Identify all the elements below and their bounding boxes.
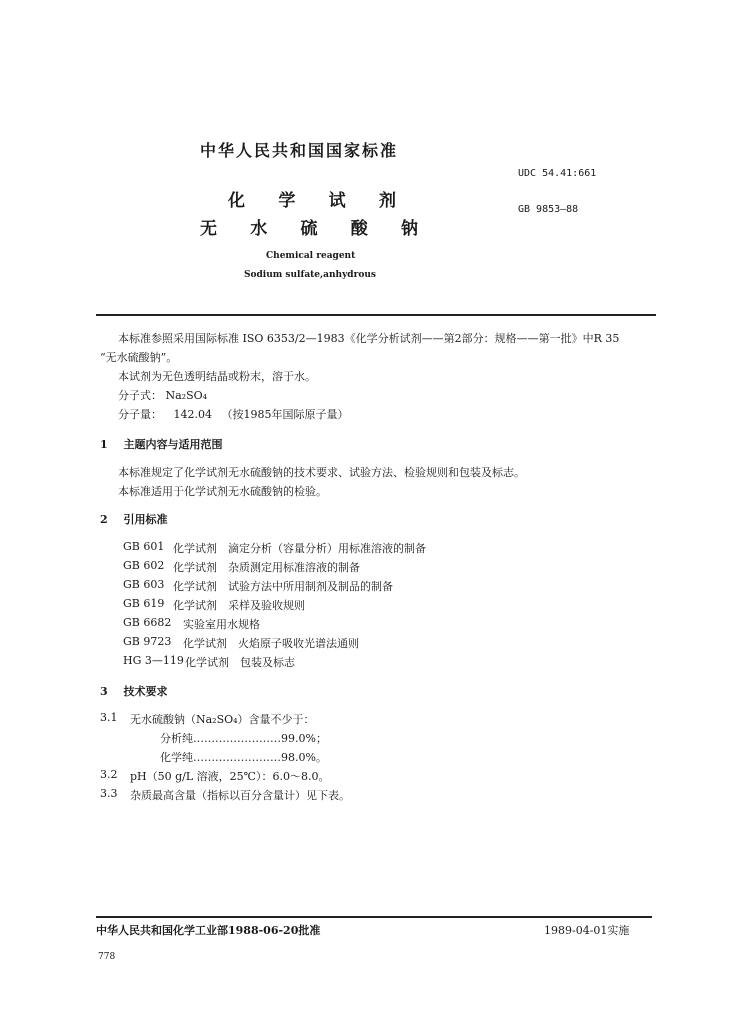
clause-text: pH（50 g/L 溶液，25℃）：6.0～8.0。 (130, 770, 330, 783)
section-1-p2: 本标准适用于化学试剂无水硫酸钠的检验。 (118, 485, 327, 498)
reference-code: GB 601 (123, 540, 165, 553)
clause-number: 3.1 (100, 711, 118, 724)
reference-row (123, 559, 360, 575)
reference-row (123, 578, 393, 594)
section-2-heading (100, 511, 168, 527)
reference-row (123, 635, 359, 651)
section-1-p1: 本标准规定了化学试剂无水硫酸钠的技术要求、试验方法、检验规则和包装及标志。 (118, 466, 525, 479)
clause-number: 3.2 (100, 768, 118, 781)
reference-text: 实验室用水规格 (183, 618, 260, 631)
mass-line (118, 406, 349, 422)
reference-code: GB 9723 (123, 635, 172, 648)
reference-text: 化学试剂 杂质测定用标准溶液的制备 (173, 561, 360, 574)
reference-text: 化学试剂 采样及验收规则 (173, 599, 305, 612)
clause-3-1 (100, 711, 315, 727)
title-line-2 (200, 214, 418, 239)
formula-line (118, 387, 207, 403)
section-title: 主题内容与适用范围 (123, 438, 223, 451)
intro-line-1: 本标准参照采用国际标准 ISO 6353/2—1983《化学分析试剂——第2部分：规格——第一批》中R 35 (118, 332, 620, 345)
clause-text: 无水硫酸钠（Na₂SO₄）含量不少于： (130, 713, 315, 726)
section-title: 引用标准 (123, 513, 168, 526)
formula-label: 分子式： (118, 389, 162, 402)
section-number: 1 (100, 438, 108, 451)
approval-note: 中华人民共和国化学工业部1988-06-20批准 (96, 924, 321, 937)
implementation-date: 1989-04-01实施 (544, 924, 630, 937)
section-number: 2 (100, 513, 108, 526)
page-number: 778 (98, 952, 116, 962)
formula-value: Na₂SO₄ (165, 389, 208, 402)
reference-code: GB 603 (123, 578, 165, 591)
section-1-heading (100, 436, 223, 452)
header-rule (96, 314, 656, 316)
reference-text: 化学试剂 火焰原子吸收光谱法通则 (183, 637, 359, 650)
clause-3-2 (100, 768, 329, 784)
reference-code: HG 3—119 (123, 654, 184, 667)
title-char: 水 (250, 219, 268, 239)
gb-number: GB 9853—88 (518, 204, 579, 215)
reference-code: GB 619 (123, 597, 165, 610)
clause-3-3 (100, 787, 350, 803)
national-standard-heading: 中华人民共和国国家标准 (200, 141, 399, 160)
intro-line-3: 本试剂为无色透明结晶或粉末，溶于水。 (118, 370, 316, 383)
title-char: 钠 (401, 219, 418, 239)
footer-rule (96, 916, 652, 918)
mass-value: 142.04 (173, 408, 212, 421)
title-line-1 (228, 186, 396, 211)
mass-note: （按1985年国际原子量） (221, 408, 349, 421)
reference-text: 化学试剂 试验方法中所用制剂及制品的制备 (173, 580, 393, 593)
reference-code: GB 6682 (123, 616, 172, 629)
reference-row (123, 654, 295, 670)
reference-text: 化学试剂 包装及标志 (185, 656, 295, 669)
grade-chemical: 化学纯……………………98.0%。 (160, 751, 327, 764)
reference-text: 化学试剂 滴定分析（容量分析）用标准溶液的制备 (173, 542, 426, 555)
section-3-heading (100, 683, 168, 699)
english-title-1: Chemical reagent (266, 251, 356, 261)
udc-code: UDC 54.41:661 (518, 168, 597, 179)
mass-label: 分子量： (118, 408, 162, 421)
title-char: 硫 (300, 219, 318, 239)
title-char: 剂 (378, 191, 396, 211)
reference-row (123, 540, 426, 556)
title-char: 学 (278, 191, 296, 211)
title-char: 化 (228, 191, 245, 211)
reference-row (123, 616, 260, 632)
section-number: 3 (100, 685, 108, 698)
intro-line-2: “无水硫酸钠”。 (100, 351, 178, 364)
title-char: 试 (328, 191, 346, 211)
reference-row (123, 597, 305, 613)
section-title: 技术要求 (123, 685, 168, 698)
clause-number: 3.3 (100, 787, 118, 800)
reference-code: GB 602 (123, 559, 165, 572)
title-char: 无 (200, 219, 217, 239)
title-char: 酸 (350, 219, 368, 239)
english-title-2: Sodium sulfate,anhydrous (244, 270, 376, 280)
clause-text: 杂质最高含量（指标以百分含量计）见下表。 (130, 789, 350, 802)
grade-analytical: 分析纯……………………99.0%； (160, 732, 327, 745)
